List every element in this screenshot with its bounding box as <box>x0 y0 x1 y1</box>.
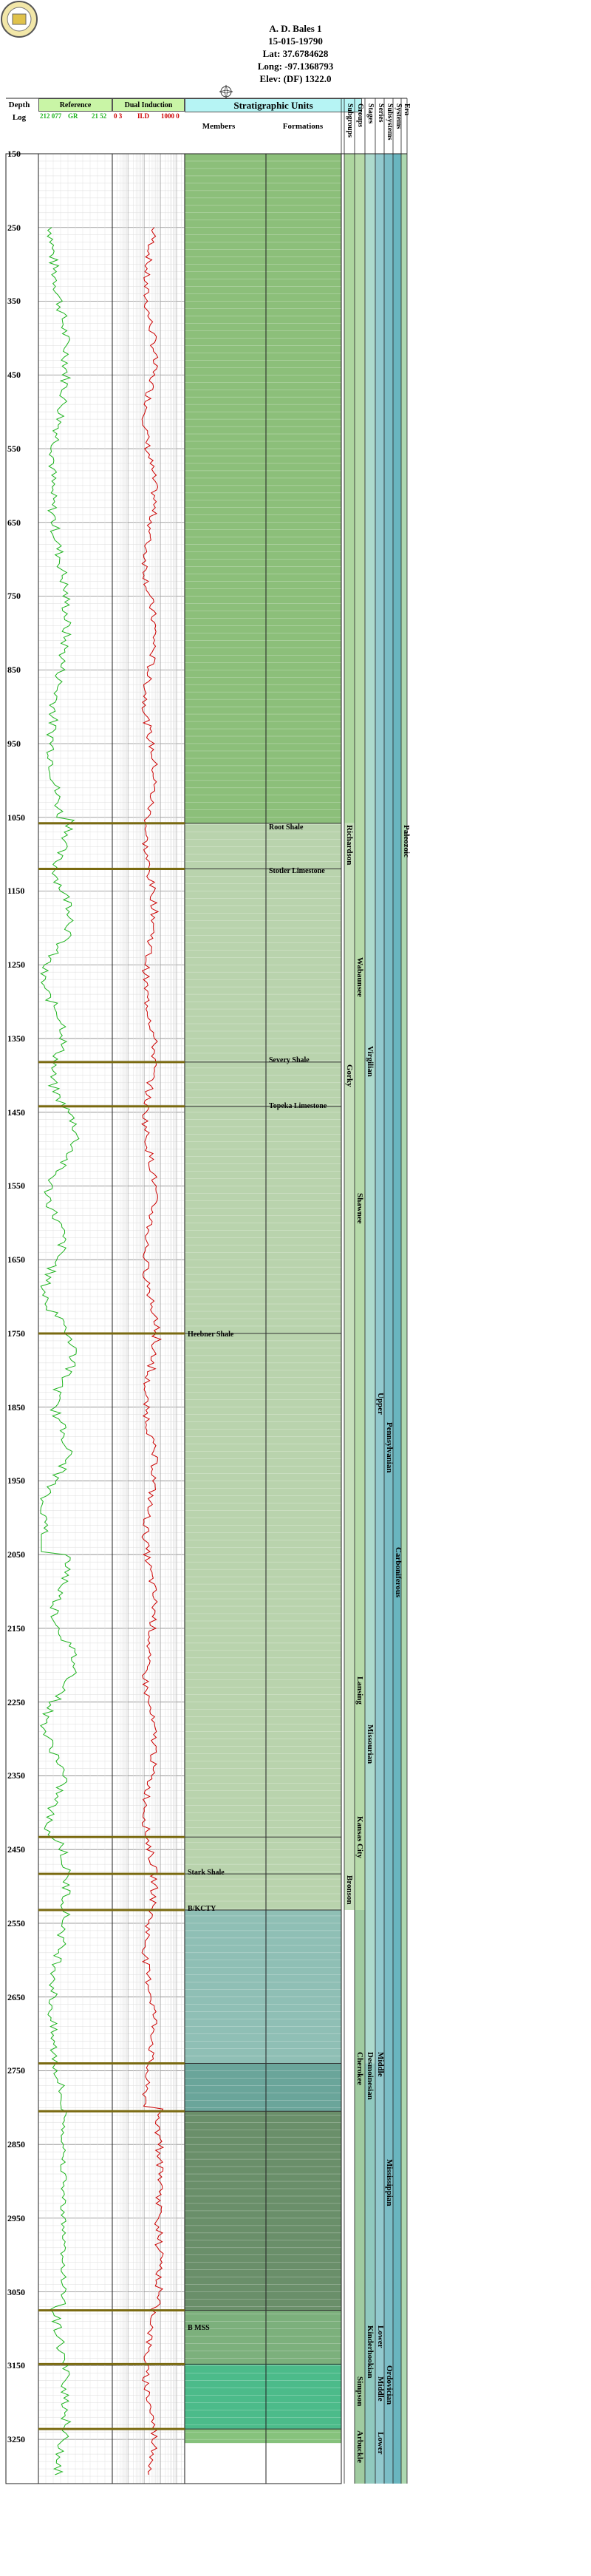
reference-track-header: Reference <box>38 98 112 112</box>
depth-tick-label: 1950 <box>7 1475 25 1486</box>
formation-label: Topeka Limestone <box>269 1101 327 1110</box>
elevation: Elev: (DF) 1322.0 <box>259 73 332 84</box>
track-border <box>6 154 38 2484</box>
depth-tick-label: 2150 <box>7 1622 25 1634</box>
depth-tick-label: 150 <box>7 149 21 159</box>
chronostratigraphic-label: Arbuckle <box>355 2430 364 2464</box>
chronostratigraphic-label: Kansas City <box>355 1816 364 1859</box>
chronostratigraphic-label: Desmoinesian <box>366 2052 375 2101</box>
vertical-column-header: Series <box>377 103 385 123</box>
depth-tick-label: 750 <box>7 591 21 602</box>
strat-fill-0 <box>185 154 341 823</box>
chronostratigraphic-label: Richardson <box>345 824 354 866</box>
depth-tick-label: 2550 <box>7 1917 25 1928</box>
chronostratigraphic-label: Kinderhookian <box>366 2325 375 2379</box>
chronostratigraphic-label: Upper <box>376 1392 385 1415</box>
chrono-band-4 <box>365 154 375 2063</box>
depth-tick-label: 1250 <box>7 959 25 971</box>
depth-tick-label: 2750 <box>7 2065 25 2076</box>
depth-tick-label: 1050 <box>7 812 25 823</box>
latitude: Lat: 37.6784628 <box>262 48 329 59</box>
chronostratigraphic-label: Simpson <box>355 2376 364 2407</box>
chronostratigraphic-label: Gorky <box>345 1064 354 1087</box>
members-column-header: Members <box>202 122 236 131</box>
depth-tick-label: 2450 <box>7 1844 25 1855</box>
chrono-band-0 <box>344 154 355 823</box>
depth-tick-label: 2850 <box>7 2139 25 2150</box>
vertical-column-header: Subsystems <box>386 103 394 140</box>
induction-track-header: Dual Induction <box>112 98 185 112</box>
depth-tick-label: 1550 <box>7 1180 25 1192</box>
longitude: Long: -97.1368793 <box>257 61 334 72</box>
chronostratigraphic-label: Missourian <box>366 1724 375 1764</box>
depth-tick-label: 3250 <box>7 2434 25 2445</box>
depth-tick-label: 1350 <box>7 1033 25 1044</box>
chronostratigraphic-label: Bronson <box>345 1875 354 1905</box>
depth-tick-label: 350 <box>7 296 21 307</box>
gr-scale-left: 212 077 <box>40 112 62 120</box>
depth-tick-label: 2350 <box>7 1770 25 1781</box>
vertical-column-header: Era <box>403 103 411 116</box>
formation-label: Stotler Limestone <box>269 866 325 875</box>
strat-fill-9 <box>185 2364 341 2429</box>
depth-tick-label: 1850 <box>7 1401 25 1413</box>
depth-tick-label: 3150 <box>7 2360 25 2371</box>
chronostratigraphic-label: Lower <box>376 2432 385 2455</box>
gr-scale-name: GR <box>68 112 78 120</box>
ild-scale-right: 1000 0 <box>161 112 180 120</box>
depth-tick-label: 2050 <box>7 1549 25 1560</box>
depth-tick-label: 1750 <box>7 1328 25 1339</box>
strat-fill-5 <box>185 1910 341 2063</box>
chronostratigraphic-label: Lansing <box>355 1676 364 1705</box>
gr-curve <box>41 228 79 2475</box>
log-column-header: Log <box>12 113 27 122</box>
depth-tick-label: 2650 <box>7 1991 25 2002</box>
member-label: B MSS <box>188 2323 210 2332</box>
strat-fill-8 <box>185 2311 341 2365</box>
vertical-column-header: Stages <box>366 103 375 124</box>
chrono-band-1 <box>344 823 355 1910</box>
chrono-band-8 <box>393 154 401 2484</box>
depth-tick-label: 850 <box>7 665 21 676</box>
strat-fill-10 <box>185 2429 341 2443</box>
depth-tick-label: 1150 <box>7 886 25 897</box>
member-label: Heebner Shale <box>188 1330 234 1339</box>
chronostratigraphic-label: Carboniferous <box>394 1547 403 1598</box>
strat-fill-6 <box>185 2063 341 2111</box>
depth-tick-label: 2250 <box>7 1696 25 1707</box>
depth-tick-label: 1650 <box>7 1254 25 1265</box>
depth-tick-label: 550 <box>7 443 21 454</box>
chronostratigraphic-label: Mississippian <box>385 2159 394 2206</box>
chronostratigraphic-label: Cherokee <box>355 2052 364 2086</box>
formations-column-header: Formations <box>282 122 324 131</box>
chrono-band-7 <box>384 154 393 2484</box>
vertical-column-header: Groups <box>356 103 364 128</box>
depth-tick-label: 2950 <box>7 2212 25 2223</box>
depth-tick-label: 650 <box>7 517 21 528</box>
vertical-column-header: Subgroups <box>346 103 354 137</box>
member-label: B/KCTY <box>188 1904 216 1913</box>
depth-tick-label: 3050 <box>7 2286 25 2297</box>
chrono-band-6 <box>375 154 384 2484</box>
gr-scale-right: 21 52 <box>92 112 107 120</box>
formation-label: Severy Shale <box>269 1056 310 1064</box>
depth-tick-label: 250 <box>7 222 21 233</box>
chronostratigraphic-label: Shawnee <box>355 1193 364 1224</box>
chronostratigraphic-label: Middle <box>376 2052 385 2078</box>
stratigraphic-units-header: Stratigraphic Units <box>185 98 362 112</box>
chronostratigraphic-label: Wabaunsee <box>355 957 364 998</box>
ild-scale-left: 0 3 <box>114 112 123 120</box>
chronostratigraphic-label: Ordovician <box>385 2365 394 2405</box>
chronostratigraphic-label: Middle <box>376 2376 385 2402</box>
formation-label: Root Shale <box>269 823 304 832</box>
chrono-band-2 <box>355 154 365 1910</box>
well-name: A. D. Bales 1 <box>269 23 322 34</box>
strat-fill-2 <box>185 1062 341 1107</box>
chrono-band-9 <box>401 154 407 2484</box>
depth-tick-label: 1450 <box>7 1107 25 1118</box>
member-label: Stark Shale <box>188 1869 225 1877</box>
chrono-band-5 <box>365 2063 375 2484</box>
vertical-column-header: Systems <box>394 103 403 129</box>
depth-tick-label: 450 <box>7 370 21 381</box>
strat-fill-3 <box>185 1107 341 1837</box>
ild-curve <box>142 228 163 2475</box>
chronostratigraphic-label: Lower <box>376 2325 385 2348</box>
api-number: 15-015-19790 <box>268 35 323 47</box>
chronostratigraphic-label: Paleozoic <box>402 824 411 857</box>
chronostratigraphic-label: Virgilian <box>366 1045 375 1077</box>
depth-tick-label: 950 <box>7 738 21 749</box>
depth-column-header: Depth <box>8 101 30 109</box>
chronostratigraphic-label: Pennsylvanian <box>385 1421 394 1473</box>
ild-scale-name: ILD <box>137 112 150 120</box>
